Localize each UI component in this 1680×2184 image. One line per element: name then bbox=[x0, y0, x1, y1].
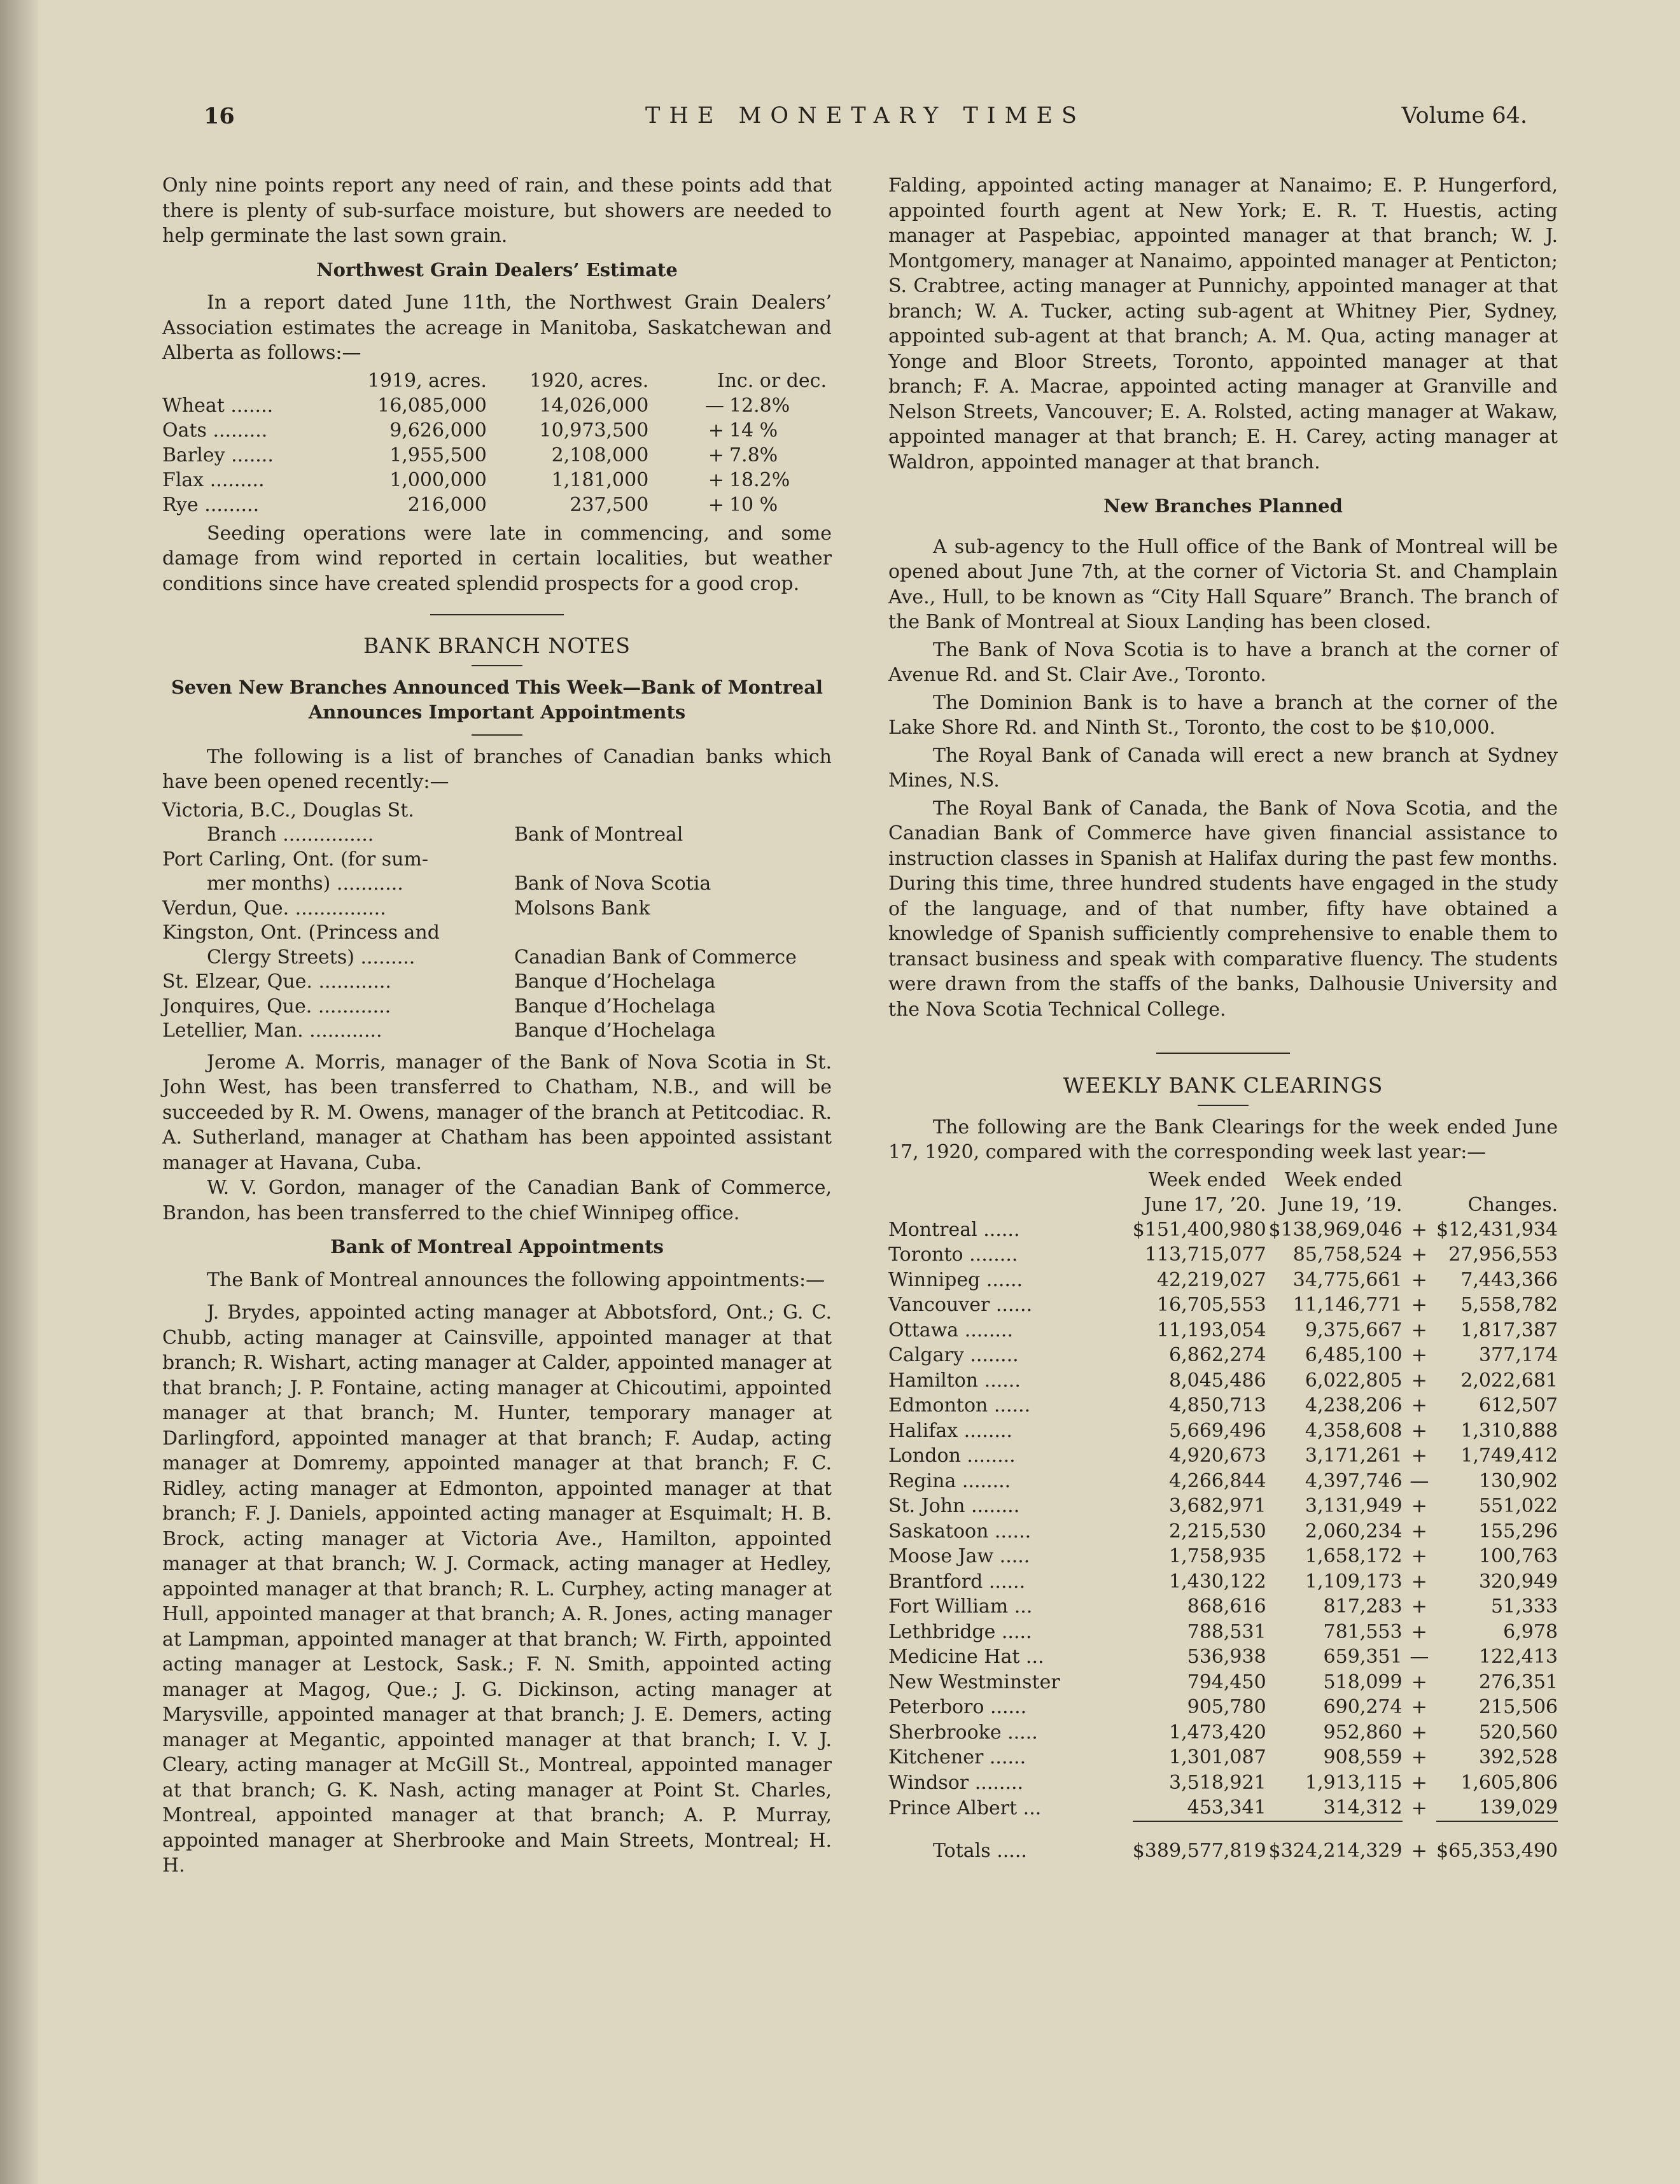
acreage-1920: 2,108,000 bbox=[551, 444, 649, 466]
clearings-sign: + bbox=[1411, 1771, 1427, 1794]
clearings-1920: 4,266,844 bbox=[1168, 1469, 1266, 1492]
clearings-1920: 42,219,027 bbox=[1156, 1268, 1266, 1291]
clearings-city: Prince Albert ... bbox=[888, 1796, 1042, 1819]
clearings-1919: 11,146,771 bbox=[1292, 1294, 1403, 1316]
clearings-city: Sherbrooke ..... bbox=[888, 1721, 1038, 1744]
branch-place: St. Elzear, Que. ............ bbox=[162, 970, 391, 993]
bank-clearings-table bbox=[888, 1168, 1558, 1864]
acreage-1919: 1,955,500 bbox=[389, 444, 487, 466]
clearings-1919: 6,485,100 bbox=[1305, 1344, 1403, 1366]
acreage-row bbox=[162, 418, 832, 443]
clearings-change: 215,506 bbox=[1478, 1696, 1558, 1718]
clearings-city: Vancouver ...... bbox=[888, 1294, 1033, 1316]
bom-appointments-continued: Falding, appointed acting manager at Nanaimo; E. P. Hungerford, appointed fourth agent at New York; E. R. T. Huestis, acting manager at Paspebiac, appointed manager at that branch; W. J. Montgomery, manager at Nanaimo, appointed manager at Penticton; S. Crabtree, acting manager at Punnichy, appointed manager at that branch; W. A. Tucker, acting sub-agent at Whitney Pier, Sydney, appointed sub-agent at that branch; A. M. Qua, acting manager at Yonge and Bloor Streets, Toronto, appointed manager at that branch; F. A. Macrae, appointed acting manager at Granville and Nelson Streets, Vancouver; E. A. Rolsted, acting manager at Wakaw, appointed manager at that branch; E. H. Carey, acting manager at Waldron, appointed manager at that branch. bbox=[888, 174, 1558, 473]
clearings-1920: 11,193,054 bbox=[1156, 1319, 1266, 1341]
heading-rule bbox=[472, 665, 522, 666]
clearings-header-changes: Changes. bbox=[1467, 1193, 1558, 1216]
clearings-city: Toronto ........ bbox=[888, 1243, 1018, 1266]
heading-rule bbox=[472, 734, 522, 736]
clearings-1919: 314,312 bbox=[1323, 1796, 1403, 1819]
clearings-1919: 1,109,173 bbox=[1305, 1570, 1403, 1593]
clearings-city: Kitchener ...... bbox=[888, 1746, 1026, 1768]
new-branches-heading: New Branches Planned bbox=[1103, 495, 1343, 517]
clearings-sign: + bbox=[1411, 1620, 1427, 1643]
clearings-sign: — bbox=[1410, 1646, 1429, 1668]
acreage-header-1920: 1920, acres. bbox=[529, 369, 649, 392]
clearings-city: New Westminster bbox=[888, 1670, 1060, 1693]
clearings-sign: + bbox=[1411, 1721, 1427, 1744]
branch-bank: Canadian Bank of Commerce bbox=[514, 946, 797, 969]
clearings-city: Moose Jaw ..... bbox=[888, 1545, 1030, 1567]
clearings-1919: 3,171,261 bbox=[1305, 1445, 1403, 1467]
clearings-sign: + bbox=[1411, 1369, 1427, 1392]
clearings-city: Winnipeg ...... bbox=[888, 1268, 1023, 1291]
clearings-city: Brantford ...... bbox=[888, 1570, 1026, 1593]
clearings-city: Regina ........ bbox=[888, 1469, 1011, 1492]
new-branch-paragraph: The Bank of Nova Scotia is to have a branch at the corner of Avenue Rd. and St. Clair Ave., Toronto. bbox=[888, 638, 1558, 686]
new-branches-list bbox=[162, 799, 832, 1044]
clearings-header-row bbox=[888, 1168, 1558, 1193]
new-branch-paragraph: The Dominion Bank is to have a branch at the corner of the Lake Shore Rd. and Ninth St., Toronto, the cost to be $10,000. bbox=[888, 691, 1558, 739]
branch-place: Port Carling, Ont. (for sum- bbox=[162, 848, 429, 871]
rain-paragraph: Only nine points report any need of rain, and these points add that there is plenty of sub-surface moisture, but showers are needed to help germinate the last sown grain. bbox=[162, 174, 832, 247]
clearings-1920: 16,705,553 bbox=[1156, 1294, 1266, 1316]
acreage-1920: 14,026,000 bbox=[539, 394, 649, 417]
branch-row bbox=[162, 1019, 832, 1044]
clearings-sign: + bbox=[1411, 1394, 1427, 1417]
clearings-sign: + bbox=[1411, 1520, 1427, 1543]
clearings-change: 320,949 bbox=[1478, 1570, 1558, 1593]
clearings-row bbox=[888, 1544, 1558, 1569]
clearings-1920: 1,301,087 bbox=[1168, 1746, 1266, 1768]
clearings-1920: 453,341 bbox=[1187, 1796, 1266, 1819]
clearings-sign: — bbox=[1410, 1469, 1429, 1492]
clearings-row bbox=[888, 1368, 1558, 1394]
clearings-header-1919-line2: June 19, ’19. bbox=[1280, 1193, 1403, 1216]
clearings-1919: 85,758,524 bbox=[1292, 1243, 1403, 1266]
clearings-1920: 868,616 bbox=[1187, 1595, 1266, 1618]
clearings-city: Medicine Hat ... bbox=[888, 1646, 1044, 1668]
new-branch-paragraph: The Royal Bank of Canada, the Bank of Nova Scotia, and the Canadian Bank of Commerce have given financial assistance to instruction classes in Spanish at Halifax during the past few months. During this time, three hundred students have engaged in the study of the language, and of that number, fifty have obtained a knowledge of Spanish sufficiently comprehensive to enable them to transact business and speak with comparative fluency. The students were drawn from the staffs of the banks, Dalhousie University and the Nova Scotia Technical College. bbox=[888, 797, 1558, 1021]
clearings-change: 551,022 bbox=[1478, 1495, 1558, 1517]
clearings-row bbox=[888, 1217, 1558, 1243]
totals-change: $65,353,490 bbox=[1436, 1839, 1558, 1862]
clearings-row bbox=[888, 1519, 1558, 1544]
branch-bank: Molsons Bank bbox=[514, 897, 650, 920]
clearings-header-row bbox=[888, 1193, 1558, 1217]
acreage-header-row bbox=[162, 368, 832, 393]
clearings-1919: 659,351 bbox=[1323, 1646, 1403, 1668]
branch-bank: Banque d’Hochelaga bbox=[514, 995, 716, 1018]
clearings-row bbox=[888, 1770, 1558, 1796]
branch-place: Letellier, Man. ............ bbox=[162, 1019, 382, 1042]
clearings-row bbox=[888, 1594, 1558, 1620]
clearings-change: 1,817,387 bbox=[1460, 1319, 1558, 1341]
branch-place: Jonquires, Que. ............ bbox=[162, 995, 391, 1018]
clearings-city: Fort William ... bbox=[888, 1595, 1033, 1618]
clearings-city: London ........ bbox=[888, 1445, 1016, 1467]
clearings-1919: $138,969,046 bbox=[1268, 1218, 1403, 1241]
clearings-city: Hamilton ...... bbox=[888, 1369, 1021, 1392]
branch-place: Victoria, B.C., Douglas St. bbox=[162, 799, 414, 822]
clearings-change: 139,029 bbox=[1478, 1796, 1558, 1819]
clearings-intro: The following are the Bank Clearings for the week ended June 17, 1920, compared with the corresponding week last year:— bbox=[888, 1116, 1558, 1163]
clearings-change: $12,431,934 bbox=[1436, 1218, 1558, 1241]
clearings-change: 2,022,681 bbox=[1460, 1369, 1558, 1392]
clearings-change: 27,956,553 bbox=[1448, 1243, 1558, 1266]
clearings-row bbox=[888, 1644, 1558, 1670]
clearings-sign: + bbox=[1411, 1243, 1427, 1266]
acreage-header-crop bbox=[162, 368, 357, 393]
clearings-row bbox=[888, 1469, 1558, 1494]
clearings-1920: 4,920,673 bbox=[1168, 1445, 1266, 1467]
acreage-table bbox=[162, 368, 832, 517]
bom-appointments-heading: Bank of Montreal Appointments bbox=[330, 1236, 664, 1257]
totals-label: Totals ..... bbox=[933, 1839, 1027, 1862]
bank-branch-deck: Seven New Branches Announced This Week—Bank of Montreal Announces Important Appointments bbox=[171, 676, 823, 723]
clearings-change: 1,605,806 bbox=[1460, 1771, 1558, 1794]
clearings-sign: + bbox=[1411, 1218, 1427, 1241]
clearings-change: 6,978 bbox=[1503, 1620, 1558, 1643]
acreage-sign: — bbox=[704, 394, 724, 417]
clearings-row bbox=[888, 1418, 1558, 1444]
right-column bbox=[888, 173, 1558, 1863]
page-number: 16 bbox=[204, 103, 235, 129]
clearings-sign: + bbox=[1411, 1294, 1427, 1316]
clearings-1919: 3,131,949 bbox=[1305, 1495, 1403, 1517]
clearings-sign: + bbox=[1411, 1570, 1427, 1593]
clearings-sign: + bbox=[1411, 1319, 1427, 1341]
branch-place-cont: Clergy Streets) ......... bbox=[207, 946, 416, 969]
clearings-1919: 690,274 bbox=[1323, 1696, 1403, 1718]
acreage-change: 7.8% bbox=[729, 444, 778, 466]
acreage-row bbox=[162, 468, 832, 493]
clearings-city: Montreal ...... bbox=[888, 1218, 1020, 1241]
clearings-1920: 3,682,971 bbox=[1168, 1495, 1266, 1517]
clearings-row bbox=[888, 1695, 1558, 1720]
branch-place-cont: Branch ............... bbox=[207, 823, 374, 846]
section-divider bbox=[430, 614, 564, 615]
clearings-row bbox=[888, 1292, 1558, 1318]
clearings-sign: + bbox=[1411, 1344, 1427, 1366]
clearings-1919: 6,022,805 bbox=[1305, 1369, 1403, 1392]
clearings-change: 612,507 bbox=[1478, 1394, 1558, 1417]
clearings-1920: 5,669,496 bbox=[1168, 1419, 1266, 1442]
branch-row bbox=[162, 848, 832, 897]
acreage-sign: + bbox=[708, 468, 724, 491]
clearings-change: 7,443,366 bbox=[1460, 1268, 1558, 1291]
clearings-city: Ottawa ........ bbox=[888, 1319, 1013, 1341]
acreage-crop: Rye ......... bbox=[162, 493, 260, 516]
clearings-1919: 9,375,667 bbox=[1305, 1319, 1403, 1341]
clearings-sign: + bbox=[1411, 1545, 1427, 1567]
clearings-1920: 788,531 bbox=[1187, 1620, 1266, 1643]
clearings-sign: + bbox=[1411, 1696, 1427, 1718]
acreage-change: 14 % bbox=[729, 419, 778, 442]
clearings-1920: 3,518,921 bbox=[1168, 1771, 1266, 1794]
branch-row bbox=[162, 897, 832, 921]
clearings-1919: 4,358,608 bbox=[1305, 1419, 1403, 1442]
branch-row bbox=[162, 970, 832, 995]
branch-place: Verdun, Que. ............... bbox=[162, 897, 386, 920]
branch-place: Kingston, Ont. (Princess and bbox=[162, 921, 440, 944]
new-branch-paragraph: The Royal Bank of Canada will erect a new branch at Sydney Mines, N.S. bbox=[888, 744, 1558, 792]
branch-place-cont: mer months) ........... bbox=[207, 872, 403, 895]
acreage-sign: + bbox=[708, 444, 724, 466]
clearings-1919: 781,553 bbox=[1323, 1620, 1403, 1643]
acreage-1919: 9,626,000 bbox=[389, 419, 487, 442]
branch-bank: Bank of Nova Scotia bbox=[514, 872, 711, 895]
branch-row bbox=[162, 799, 832, 848]
seeding-paragraph: Seeding operations were late in commencing, and some damage from wind reported in certain localities, but weather conditions since have created splendid prospects for a good crop. bbox=[162, 522, 832, 595]
acreage-crop: Flax ......... bbox=[162, 468, 265, 491]
clearings-change: 100,763 bbox=[1478, 1545, 1558, 1567]
clearings-row bbox=[888, 1720, 1558, 1746]
clearings-change: 1,310,888 bbox=[1460, 1419, 1558, 1442]
clearings-1919: 4,397,746 bbox=[1305, 1469, 1403, 1492]
acreage-header-change: Inc. or dec. bbox=[717, 369, 827, 392]
bank-branch-notes-heading: BANK BRANCH NOTES bbox=[363, 633, 631, 658]
clearings-row bbox=[888, 1393, 1558, 1418]
clearings-1919: 908,559 bbox=[1323, 1746, 1403, 1768]
section-divider bbox=[1156, 1053, 1290, 1054]
clearings-change: 377,174 bbox=[1478, 1344, 1558, 1366]
clearings-totals-row bbox=[888, 1830, 1558, 1864]
clearings-row bbox=[888, 1343, 1558, 1368]
acreage-change: 10 % bbox=[729, 493, 778, 516]
clearings-1919: 4,238,206 bbox=[1305, 1394, 1403, 1417]
acreage-1919: 216,000 bbox=[407, 493, 487, 516]
clearings-1920: 1,430,122 bbox=[1168, 1570, 1266, 1593]
clearings-change: 51,333 bbox=[1491, 1595, 1558, 1618]
clearings-sign: + bbox=[1411, 1670, 1427, 1693]
totals-1920: $389,577,819 bbox=[1132, 1839, 1266, 1862]
clearings-sign: + bbox=[1411, 1495, 1427, 1517]
clearings-header-1920-line2: June 17, ’20. bbox=[1144, 1193, 1266, 1216]
clearings-1919: 817,283 bbox=[1323, 1595, 1403, 1618]
clearings-1920: 2,215,530 bbox=[1168, 1520, 1266, 1543]
clearings-change: 122,413 bbox=[1478, 1646, 1558, 1668]
clearings-sign: + bbox=[1411, 1268, 1427, 1291]
acreage-row bbox=[162, 393, 832, 418]
clearings-1920: 905,780 bbox=[1187, 1696, 1266, 1718]
branches-intro: The following is a list of branches of Canadian banks which have been opened recently:— bbox=[162, 745, 832, 793]
acreage-header-1919: 1919, acres. bbox=[367, 369, 487, 392]
totals-1919: $324,214,329 bbox=[1268, 1839, 1403, 1862]
clearings-row bbox=[888, 1268, 1558, 1293]
clearings-change: 130,902 bbox=[1478, 1469, 1558, 1492]
clearings-row bbox=[888, 1494, 1558, 1519]
branch-row bbox=[162, 921, 832, 970]
clearings-1920: 8,045,486 bbox=[1168, 1369, 1266, 1392]
branch-row bbox=[162, 995, 832, 1019]
clearings-change: 276,351 bbox=[1478, 1670, 1558, 1693]
clearings-row bbox=[888, 1318, 1558, 1343]
totals-sign: + bbox=[1411, 1839, 1427, 1862]
page-header bbox=[204, 103, 1527, 135]
acreage-crop: Barley ....... bbox=[162, 444, 274, 466]
clearings-1920: 794,450 bbox=[1187, 1670, 1266, 1693]
clearings-row bbox=[888, 1620, 1558, 1645]
weekly-clearings-heading: WEEKLY BANK CLEARINGS bbox=[1063, 1073, 1383, 1098]
clearings-row bbox=[888, 1670, 1558, 1695]
acreage-change: 12.8% bbox=[729, 394, 790, 417]
clearings-header-1919-line1: Week ended bbox=[1284, 1168, 1403, 1191]
acreage-sign: + bbox=[708, 419, 724, 442]
clearings-1919: 1,913,115 bbox=[1305, 1771, 1403, 1794]
clearings-1920: 1,473,420 bbox=[1168, 1721, 1266, 1744]
clearings-1919: 952,860 bbox=[1323, 1721, 1403, 1744]
acreage-change: 18.2% bbox=[729, 468, 790, 491]
clearings-1919: 34,775,661 bbox=[1292, 1268, 1403, 1291]
branch-bank: Bank of Montreal bbox=[514, 823, 683, 846]
clearings-change: 392,528 bbox=[1478, 1746, 1558, 1768]
page-binding-shadow bbox=[0, 0, 38, 2184]
totals-rule bbox=[888, 1821, 1558, 1830]
left-column bbox=[162, 173, 832, 1879]
clearings-city: Saskatoon ...... bbox=[888, 1520, 1032, 1543]
clearings-row bbox=[888, 1795, 1558, 1821]
clearings-city: Calgary ........ bbox=[888, 1344, 1019, 1366]
clearings-1920: 536,938 bbox=[1187, 1646, 1266, 1668]
new-branch-paragraph: A sub-agency to the Hull office of the Bank of Montreal will be opened about June 7th, at the corner of Victoria St. and Champlain Ave., Hull, to be known as “City Hall Square” Branch. The branch of the Bank of Montreal at Sioux Lanḍing has been closed. bbox=[888, 535, 1558, 633]
clearings-row bbox=[888, 1569, 1558, 1595]
clearings-sign: + bbox=[1411, 1595, 1427, 1618]
acreage-1919: 16,085,000 bbox=[377, 394, 487, 417]
clearings-row bbox=[888, 1242, 1558, 1268]
acreage-row bbox=[162, 443, 832, 468]
morris-transfer-paragraph: Jerome A. Morris, manager of the Bank of Nova Scotia in St. John West, has been transferred to Chatham, N.B., and will be succeeded by R. M. Owens, manager of the branch at Petitcodiac. R. A. Sutherland, manager at Chatham has been appointed assistant manager at Havana, Cuba. bbox=[162, 1051, 832, 1174]
acreage-1920: 237,500 bbox=[570, 493, 649, 516]
clearings-change: 5,558,782 bbox=[1460, 1294, 1558, 1316]
clearings-1919: 2,060,234 bbox=[1305, 1520, 1403, 1543]
clearings-change: 1,749,412 bbox=[1460, 1445, 1558, 1467]
bom-appointments-intro: The Bank of Montreal announces the following appointments:— bbox=[207, 1268, 825, 1291]
clearings-1920: 4,850,713 bbox=[1168, 1394, 1266, 1417]
acreage-row bbox=[162, 493, 832, 517]
clearings-change: 520,560 bbox=[1478, 1721, 1558, 1744]
clearings-row bbox=[888, 1745, 1558, 1770]
clearings-rows bbox=[888, 1217, 1558, 1821]
clearings-city: Windsor ........ bbox=[888, 1771, 1024, 1794]
branch-bank: Banque d’Hochelaga bbox=[514, 1019, 716, 1042]
heading-rule bbox=[1198, 1105, 1249, 1106]
clearings-1919: 518,099 bbox=[1323, 1670, 1403, 1693]
clearings-city: Halifax ........ bbox=[888, 1419, 1012, 1442]
gordon-transfer-paragraph: W. V. Gordon, manager of the Canadian Bank of Commerce, Brandon, has been transferred to the chief Winnipeg office. bbox=[162, 1177, 832, 1224]
acreage-crop: Oats ......... bbox=[162, 419, 268, 442]
bom-appointments-list: J. Brydes, appointed acting manager at Abbotsford, Ont.; G. C. Chubb, acting manager at Cainsville, appointed manager at that branch; R. Wishart, acting manager at Calder, appointed manager at that branch; J. P. Fontaine, acting manager at Chicoutimi, appointed manager at that branch; M. Hunter, temporary manager at Darlingford, appointed manager at that branch; F. Audap, acting manager at Domremy, appointed manager at that branch; F. C. Ridley, acting manager at Edmonton, appointed manager at that branch; F. J. Daniels, appointed acting manager at Esquimalt; H. B. Brock, acting manager at Victoria Ave., Hamilton, appointed manager at that branch; W. J. Cormack, acting manager at Hedley, appointed manager at that branch; R. L. Curphey, acting manager at Hull, appointed manager at that branch; A. R. Jones, acting manager at Lampman, appointed manager at that branch; W. Firth, appointed acting manager at Lestock, Sask.; F. N. Smith, appointed acting manager at Magog, Que.; J. G. Dickinson, acting manager at Marysville, appointed manager at that branch; J. E. Demers, acting manager at Megantic, appointed manager at that branch; I. V. J. Cleary, acting manager at McGill St., Montreal, appointed manager at that branch; G. K. Nash, acting manager at Point St. Charles, Montreal, appointed manager at that branch; A. P. Murray, appointed manager at Sherbrooke and Main Streets, Montreal; H. H. bbox=[162, 1301, 832, 1877]
clearings-city: Edmonton ...... bbox=[888, 1394, 1031, 1417]
grain-estimate-heading: Northwest Grain Dealers’ Estimate bbox=[316, 258, 678, 281]
clearings-change: 155,296 bbox=[1478, 1520, 1558, 1543]
acreage-crop: Wheat ....... bbox=[162, 394, 274, 417]
clearings-1920: $151,400,980 bbox=[1132, 1218, 1266, 1241]
acreage-1920: 1,181,000 bbox=[551, 468, 649, 491]
clearings-1920: 1,758,935 bbox=[1168, 1545, 1266, 1567]
grain-estimate-intro: In a report dated June 11th, the Northwest Grain Dealers’ Association estimates the acreage in Manitoba, Saskatchewan and Alberta as follows:— bbox=[162, 291, 832, 364]
clearings-city: Lethbridge ..... bbox=[888, 1620, 1032, 1643]
clearings-sign: + bbox=[1411, 1445, 1427, 1467]
clearings-sign: + bbox=[1411, 1746, 1427, 1768]
acreage-1919: 1,000,000 bbox=[389, 468, 487, 491]
clearings-1920: 6,862,274 bbox=[1168, 1344, 1266, 1366]
clearings-header-1920-line1: Week ended bbox=[1148, 1168, 1266, 1191]
clearings-city: Peterboro ...... bbox=[888, 1696, 1027, 1718]
clearings-city: St. John ........ bbox=[888, 1495, 1020, 1517]
masthead: THE MONETARY TIMES bbox=[645, 103, 1086, 129]
clearings-sign: + bbox=[1411, 1419, 1427, 1442]
clearings-sign: + bbox=[1411, 1796, 1427, 1819]
volume-number: Volume 64. bbox=[1401, 103, 1527, 129]
branch-bank: Banque d’Hochelaga bbox=[514, 970, 716, 993]
acreage-sign: + bbox=[708, 493, 724, 516]
clearings-1920: 113,715,077 bbox=[1144, 1243, 1266, 1266]
acreage-1920: 10,973,500 bbox=[539, 419, 649, 442]
clearings-1919: 1,658,172 bbox=[1305, 1545, 1403, 1567]
clearings-row bbox=[888, 1443, 1558, 1469]
